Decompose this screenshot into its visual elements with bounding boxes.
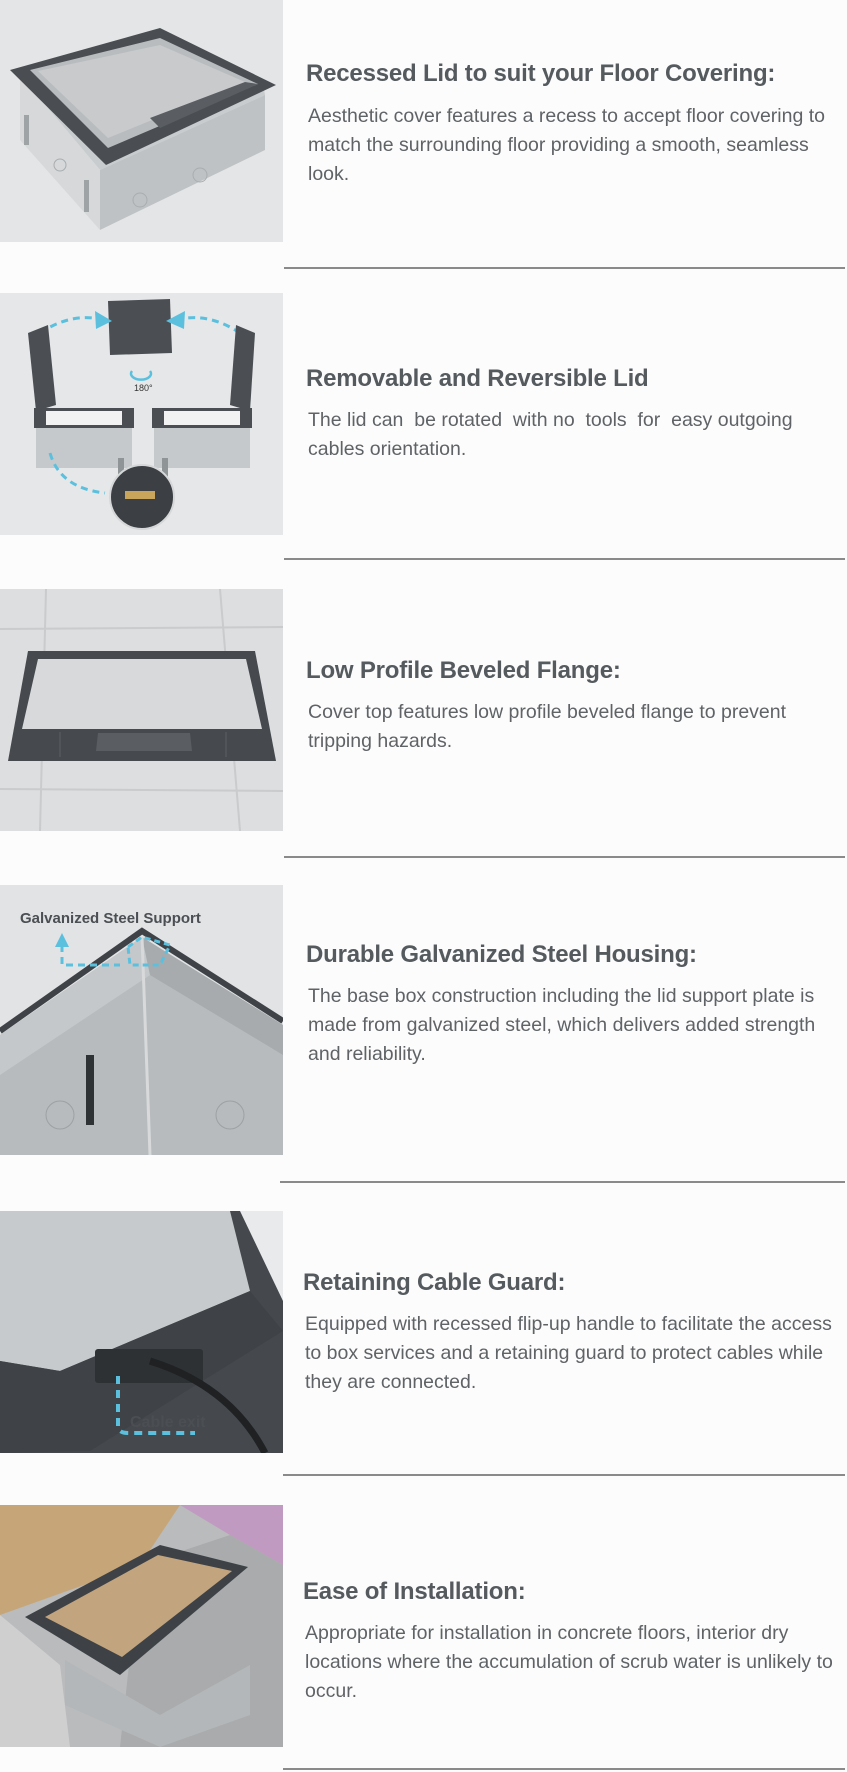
feature-title-reversible-lid: Removable and Reversible Lid — [306, 365, 649, 392]
rotation-label: 180° — [134, 383, 153, 393]
galvanized-housing-image — [0, 885, 283, 1155]
feature-desc-cable-guard: Equipped with recessed flip-up handle to facilitate the access to box services and a retaining guard to protect cables while they are connected. — [305, 1313, 832, 1393]
feature-title-galvanized-housing: Durable Galvanized Steel Housing: — [306, 941, 697, 968]
divider — [283, 1474, 845, 1476]
feature-desc-galvanized-housing: The base box construction including the lid support plate is made from galvanized steel, which delivers added strength and reliability. — [308, 985, 816, 1065]
cable-exit-label: Cable exit — [130, 1414, 206, 1431]
divider — [283, 1768, 845, 1770]
divider — [284, 558, 845, 560]
reversible-lid-image — [0, 293, 283, 535]
feature-desc-reversible-lid: The lid can be rotated with no tools for easy outgoing cables orientation. — [308, 409, 798, 460]
feature-title-installation: Ease of Installation: — [303, 1578, 526, 1605]
feature-title-cable-guard: Retaining Cable Guard: — [303, 1269, 566, 1296]
divider — [284, 856, 845, 858]
divider — [284, 267, 845, 269]
divider — [280, 1181, 845, 1183]
feature-desc-beveled-flange: Cover top features low profile beveled flange to prevent tripping hazards. — [308, 701, 787, 752]
beveled-flange-image — [0, 589, 283, 831]
feature-title-recessed-lid: Recessed Lid to suit your Floor Covering: — [306, 60, 776, 87]
feature-desc-installation: Appropriate for installation in concrete floors, interior dry locations where the accumulation of scrub water is unlikely to occur. — [305, 1622, 833, 1702]
cable-guard-image — [0, 1211, 283, 1453]
feature-title-beveled-flange: Low Profile Beveled Flange: — [306, 657, 621, 684]
feature-desc-recessed-lid: Aesthetic cover features a recess to accept floor covering to match the surrounding floor providing a smooth, seamless look. — [308, 105, 826, 185]
galvanized-support-label: Galvanized Steel Support — [20, 910, 201, 927]
recessed-lid-image — [0, 0, 283, 242]
installation-image — [0, 1505, 283, 1747]
